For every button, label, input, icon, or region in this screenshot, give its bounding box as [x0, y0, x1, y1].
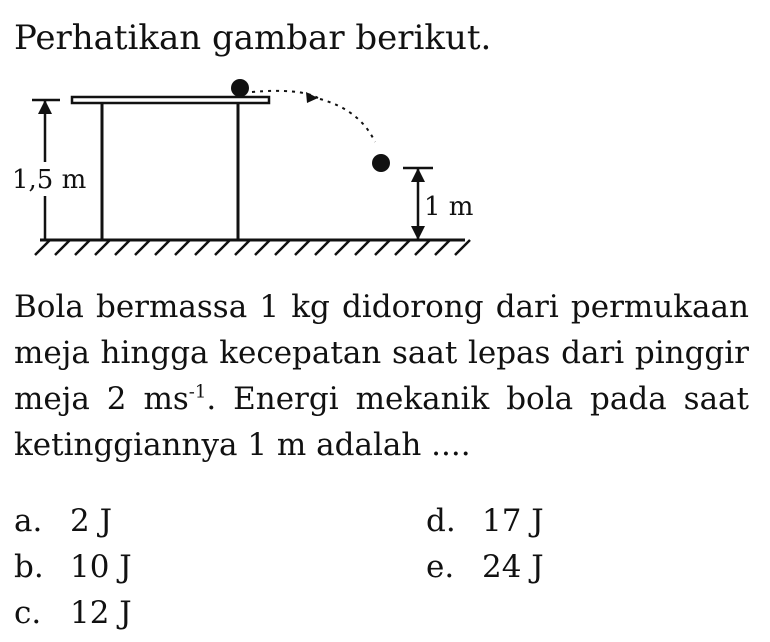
option-letter: d. — [426, 503, 456, 539]
option-d — [426, 502, 544, 540]
ball-on-table — [231, 79, 249, 97]
option-letter: e. — [426, 549, 455, 585]
projectile-figure — [0, 70, 770, 280]
height-table-label: 1,5 m — [12, 165, 87, 195]
question-text — [14, 284, 749, 468]
option-b — [14, 548, 132, 586]
question-part1: Bola bermassa 1 kg didorong dari permukaan meja hingga kecepatan saat lepas dari pinggir meja 2 ms — [14, 289, 749, 417]
question-part2: . Energi mekanik bola pada saat ketinggiannya 1 m adalah .... — [14, 381, 749, 463]
ball-at-1m — [372, 154, 390, 172]
table-top — [72, 97, 269, 103]
option-c — [14, 594, 132, 632]
option-a — [14, 502, 112, 540]
velocity-unit-exponent: -1 — [188, 381, 207, 403]
intro-text: Perhatikan gambar berikut. — [14, 18, 492, 58]
option-e — [426, 548, 544, 586]
option-letter: c. — [14, 595, 42, 631]
figure-svg — [0, 70, 770, 280]
option-value: 24 J — [482, 549, 544, 585]
option-letter: a. — [14, 503, 43, 539]
ground-hatching — [35, 240, 470, 255]
option-value: 12 J — [70, 595, 132, 631]
option-letter: b. — [14, 549, 44, 585]
option-value: 2 J — [70, 503, 113, 539]
height-ball-label: 1 m — [424, 192, 474, 222]
option-value: 10 J — [70, 549, 132, 585]
option-value: 17 J — [482, 503, 544, 539]
